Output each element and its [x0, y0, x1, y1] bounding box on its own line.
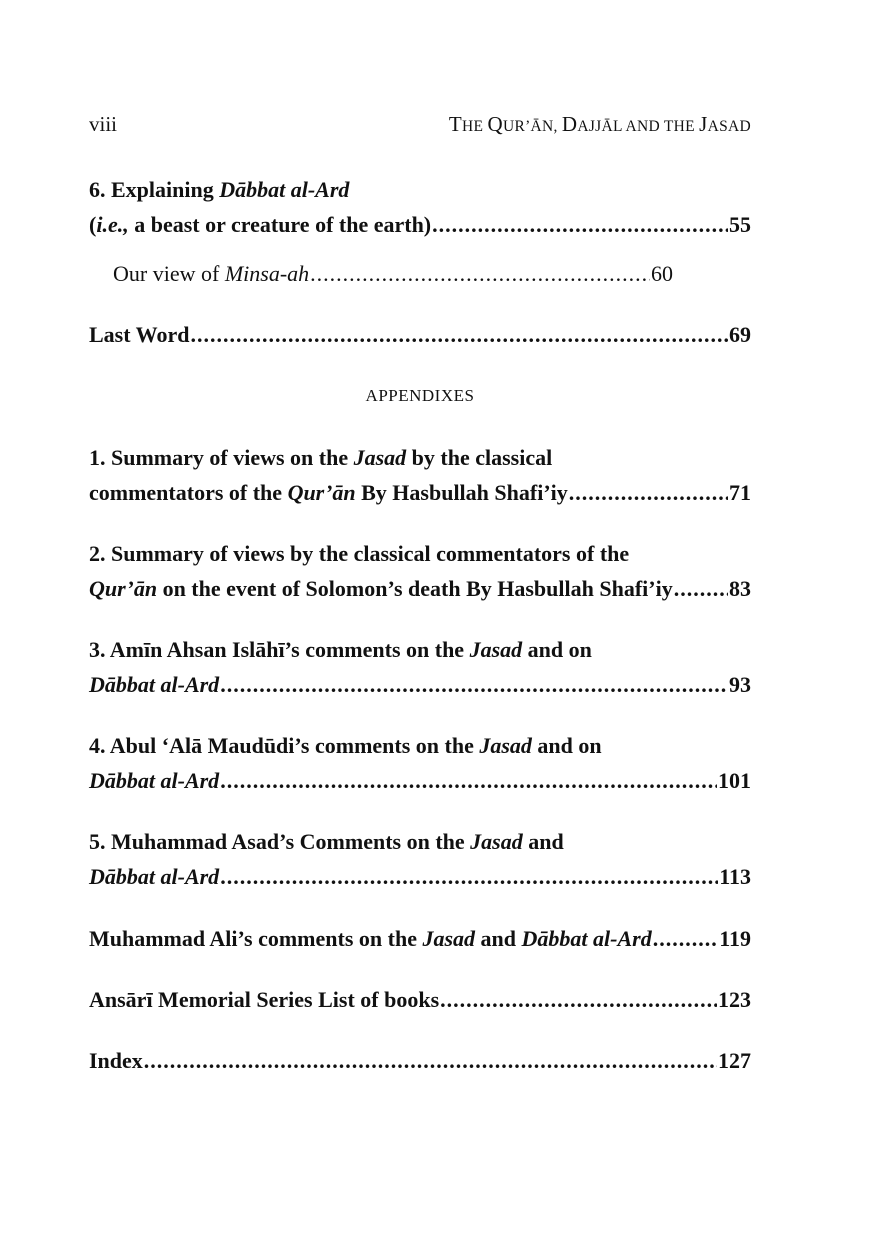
toc-entry-appendix-2[interactable]: 2. Summary of views by the classical commentators of the Qur’ān on the event of Solomon’s death By Hasbullah Shafi’iy ..... 83: [89, 536, 751, 606]
leader-dots: [144, 1043, 717, 1078]
leader-dots: [220, 763, 717, 798]
running-title: THE QUR’ĀN, DAJJĀL AND THE JASAD: [448, 112, 751, 136]
page-number: 119: [719, 926, 751, 951]
appendixes-heading: APPENDIXES: [365, 386, 475, 405]
toc-entry-muhammad-ali[interactable]: Muhammad Ali’s comments on the Jasad and Dābbat al-Ard ..... 119: [89, 921, 751, 956]
page-number: 101: [718, 768, 751, 793]
page-number: 113: [719, 864, 751, 889]
leader-dots: [432, 207, 728, 242]
toc-entry-chapter-6[interactable]: 6. Explaining Dābbat al-Ard (i.e., a beast or creature of the earth) ..... 55: [89, 172, 751, 242]
leader-dots: [220, 667, 728, 702]
toc-entry-ansari-memorial-series[interactable]: Ansārī Memorial Series List of books ..... 123: [89, 982, 751, 1017]
leader-dots: [310, 256, 650, 291]
page-number: 60: [651, 261, 673, 286]
toc-entry-last-word[interactable]: Last Word ..... 69: [89, 317, 751, 352]
toc-entry-index[interactable]: Index ..... 127: [89, 1043, 751, 1078]
page-number: 71: [729, 480, 751, 505]
folio-number: viii: [89, 112, 118, 136]
leader-dots: [440, 982, 717, 1017]
leader-dots: [674, 571, 728, 606]
page-number: 69: [729, 322, 751, 347]
toc-entry-appendix-4[interactable]: 4. Abul ‘Alā Maudūdi’s comments on the Jasad and on Dābbat al-Ard ..... 101: [89, 728, 751, 798]
leader-dots: [220, 859, 718, 894]
page-number: 127: [718, 1048, 751, 1073]
toc-entry-minsa-ah[interactable]: Our view of Minsa-ah ..... 60: [113, 256, 673, 291]
leader-dots: [569, 475, 728, 510]
page-number: 123: [718, 987, 751, 1012]
page-number: 83: [729, 576, 751, 601]
toc-entry-appendix-3[interactable]: 3. Amīn Ahsan Islāhī’s comments on the Jasad and on Dābbat al-Ard ..... 93: [89, 632, 751, 702]
page-number: 55: [729, 212, 751, 237]
leader-dots: [653, 921, 719, 956]
leader-dots: [190, 317, 728, 352]
toc-entry-appendix-5[interactable]: 5. Muhammad Asad’s Comments on the Jasad and Dābbat al-Ard ..... 113: [89, 824, 751, 894]
toc-page: [89, 0, 751, 1257]
page-number: 93: [729, 672, 751, 697]
toc-entry-appendix-1[interactable]: 1. Summary of views on the Jasad by the classical commentators of the Qur’ān By Hasbullah Shafi’iy ..... 71: [89, 440, 751, 510]
page-header: [89, 112, 751, 142]
